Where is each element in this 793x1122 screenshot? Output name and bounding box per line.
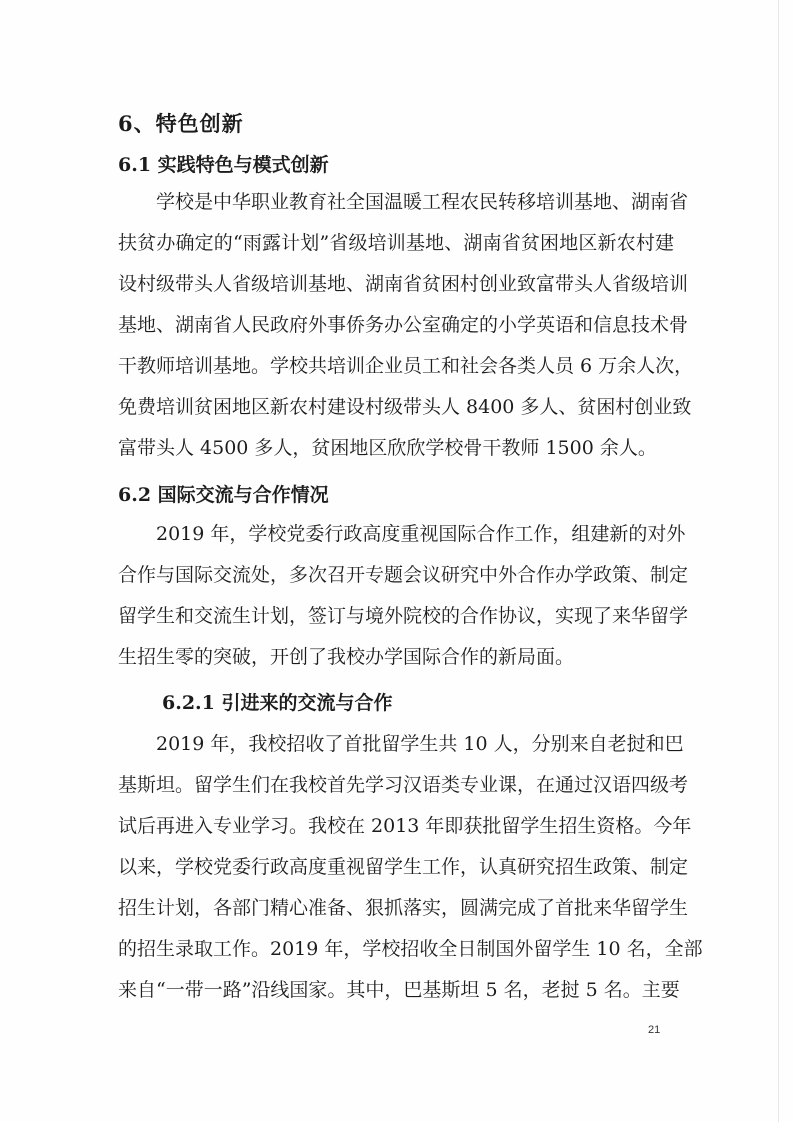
text-line: 免费培训贫困地区新农村建设村级带头人 8400 多人、贫困村创业致 xyxy=(118,396,692,418)
text-line: 2019 年，我校招收了首批留学生共 10 人，分别来自老挝和巴 xyxy=(156,733,684,755)
text-line: 基地、湖南省人民政府外事侨务办公室确定的小学英语和信息技术骨 xyxy=(118,314,689,336)
text-line: 扶贫办确定的“雨露计划”省级培训基地、湖南省贫困地区新农村建 xyxy=(118,232,674,254)
section-title-6-2: 6.2 国际交流与合作情况 xyxy=(118,484,329,506)
paragraph-6-1 xyxy=(118,182,694,469)
scan-edge xyxy=(778,0,779,1122)
text-line: 合作与国际交流处，多次召开专题会议研究中外合作办学政策、制定 xyxy=(118,564,689,586)
page-number: 21 xyxy=(648,1024,661,1036)
text-line: 来自“一带一路”沿线国家。其中，巴基斯坦 5 名，老挝 5 名。主要 xyxy=(118,979,680,1001)
text-line: 试后再进入专业学习。我校在 2013 年即获批留学生招生资格。今年 xyxy=(118,815,692,837)
text-line: 以来，学校党委行政高度重视留学生工作，认真研究招生政策、制定 xyxy=(118,856,689,878)
text-line: 的招生录取工作。2019 年，学校招收全日制国外留学生 10 名，全部 xyxy=(118,938,703,960)
text-line: 设村级带头人省级培训基地、湖南省贫困村创业致富带头人省级培训 xyxy=(118,273,689,295)
paragraph-6-2-1 xyxy=(118,724,703,1011)
text-line: 2019 年，学校党委行政高度重视国际合作工作，组建新的对外 xyxy=(156,523,686,545)
text-line: 富带头人 4500 多人，贫困地区欣欣学校骨干教师 1500 余人。 xyxy=(118,437,657,459)
text-line: 学校是中华职业教育社全国温暖工程农民转移培训基地、湖南省 xyxy=(156,191,689,213)
heading-main: 6、特色创新 xyxy=(118,111,244,136)
section-title-6-2-1: 6.2.1 引进来的交流与合作 xyxy=(162,692,393,714)
text-line: 留学生和交流生计划，签订与境外院校的合作协议，实现了来华留学 xyxy=(118,605,689,627)
paragraph-6-2 xyxy=(118,514,689,678)
section-title-6-1: 6.1 实践特色与模式创新 xyxy=(118,154,329,176)
text-line: 招生计划，各部门精心准备、狠抓落实，圆满完成了首批来华留学生 xyxy=(118,897,689,919)
text-line: 干教师培训基地。学校共培训企业员工和社会各类人员 6 万余人次， xyxy=(118,355,694,377)
text-line: 生招生零的突破，开创了我校办学国际合作的新局面。 xyxy=(118,646,575,668)
text-line: 基斯坦。留学生们在我校首先学习汉语类专业课，在通过汉语四级考 xyxy=(118,774,689,796)
